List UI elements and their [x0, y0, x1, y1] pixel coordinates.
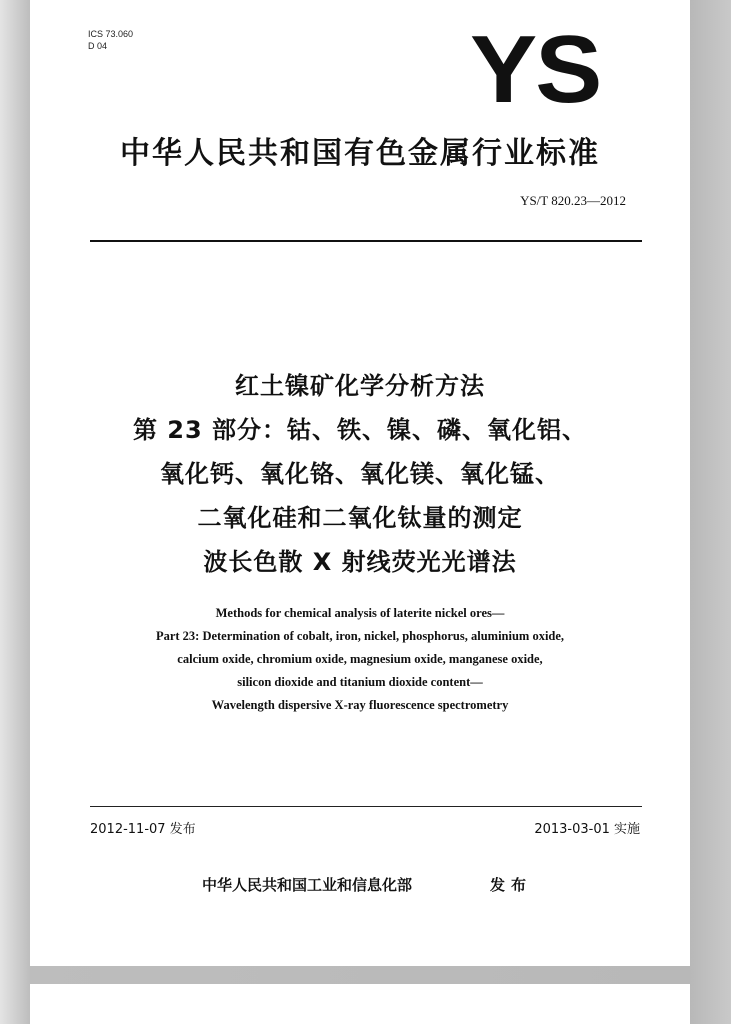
ys-logo: YS — [470, 16, 601, 123]
standard-category: 中华人民共和国有色金属行业标准 — [120, 136, 600, 171]
title-cn-line: 红土镍矿化学分析方法 — [235, 372, 485, 400]
footer-divider — [90, 806, 642, 807]
title-cn-line: 二氧化硅和二氧化钛量的测定 — [197, 504, 523, 532]
classification-codes — [88, 28, 133, 52]
standard-number: YS/T 820.23—2012 — [520, 193, 626, 208]
title-cn-line: 波长色散 X 射线荧光光谱法 — [203, 548, 517, 576]
issue-date: 2012-11-07 发布 — [90, 822, 196, 837]
next-page — [30, 984, 690, 1024]
title-en-line: calcium oxide, chromium oxide, magnesium oxide, manganese oxide, — [177, 652, 543, 666]
title-chinese — [30, 364, 690, 584]
title-en-line: silicon dioxide and titanium dioxide content— — [237, 675, 483, 689]
header-divider — [90, 240, 642, 242]
ccs-code: D 04 — [88, 41, 108, 51]
issuing-authority: 中华人民共和国工业和信息化部 — [202, 876, 413, 894]
title-cn-line: 第 23 部分：钴、铁、镍、磷、氧化铝、 — [132, 416, 588, 444]
title-english — [30, 602, 690, 717]
issue-label: 发布 — [490, 876, 533, 894]
document-page — [30, 0, 690, 966]
title-cn-line: 氧化钙、氧化铬、氧化镁、氧化锰、 — [160, 460, 560, 488]
title-en-line: Wavelength dispersive X-ray fluorescence spectrometry — [211, 698, 509, 712]
ics-code: ICS 73.060 — [88, 29, 134, 39]
implementation-date: 2013-03-01 实施 — [534, 822, 640, 837]
title-en-line: Part 23: Determination of cobalt, iron, nickel, phosphorus, aluminium oxide, — [155, 629, 565, 643]
title-en-line: Methods for chemical analysis of laterite nickel ores— — [215, 606, 505, 620]
